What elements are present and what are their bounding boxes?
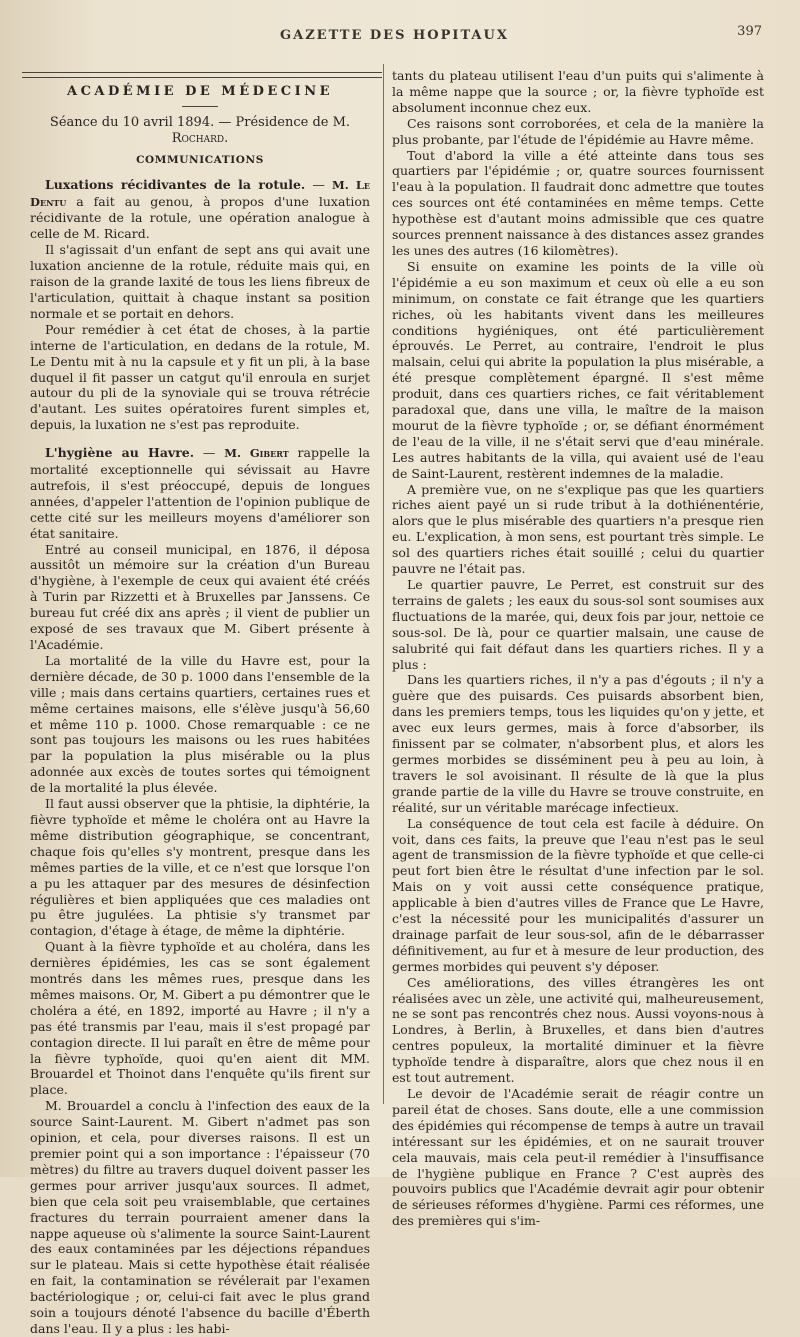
publication-title: GAZETTE DES HOPITAUX <box>280 28 509 43</box>
paragraph: Il faut aussi observer que la phtisie, la diphtérie, la fièvre typhoïde et même le choléra ont au Havre la même distribution géographique, se concentrant, chaque fois qu'elles s'y montrent, presque dans les mêmes parties de la ville, et ce n'est que lorsque l'on a pu les attaquer par des mesures de désinfection régulières et bien appliquées que ces maladies ont pu être jugulées. La phtisie s'y transmet par contagion, d'étage à étage, de même la diphtérie. <box>30 796 370 939</box>
session-president: Rochard <box>171 130 225 146</box>
dash: — <box>194 445 225 461</box>
session-date: Séance du 10 avril 1894. — Présidence de M. <box>49 114 351 130</box>
title-rule <box>182 106 218 107</box>
paragraph: Si ensuite on examine les points de la ville où l'épidémie a eu son maximum et ceux où elle a eu son minimum, on constate ce fait étrange que les quartiers riches, où les habitants vivent dans les meilleures conditions hygiéniques, ont été particulièrement éprouvés. Le Perret, au contraire, l'endroit le plus malsain, celui qui abrite la population la plus misérable, a été presque complètement épargné. Il s'est même produit, dans ces quartiers riches, ce fait véritablement paradoxal que, dans une villa, le maître de la maison mourut de la fièvre typhoïde ; or, se défiant énormément de l'eau de la ville, il ne s'était servi que d'eau minérale. Les autres habitants de la villa, qui avaient usé de l'eau de Saint-Laurent, restèrent indemnes de la maladie. <box>392 258 764 481</box>
paragraph: Pour remédier à cet état de choses, à la partie interne de l'articulation, en dedans de la rotule, M. Le Dentu mit à nu la capsule et y fit un pli, à la base duquel il fit passer un catgut qu'il enroula en surjet autour du pli de la synoviale qui se trouva rétrécie d'autant. Les suites opératoires furent simples et, depuis, la luxation ne s'est pas reproduite. <box>30 321 370 433</box>
paragraph: Tout d'abord la ville a été atteinte dans tous ses quartiers par l'épidémie ; or, quatre sources fournissent l'eau à la population. Il faudrait donc admettre que toutes ces sources ont été contaminées en même temps. Cette hypothèse est d'autant moins admissible que ces quatre sources prennent naissance à des distances assez grandes les unes des autres (16 kilomètres). <box>392 147 764 258</box>
header-rule <box>22 72 382 73</box>
dash: — <box>305 176 332 192</box>
paragraph: Le devoir de l'Académie serait de réagir contre un pareil état de choses. Sans doute, elle a une commission des épidémies qui récompense de temps à autre un travail intéressant sur les épidémies, et on ne saurait trouver cela mauvais, mais cela peut-il remédier à l'insuffisance de l'hygiène publique en France ? C'est auprès des pouvoirs publics que l'Académie devrait agir pour obtenir de sérieuses réformes d'hygiène. Parmi ces réformes, une des premières qui s'im- <box>392 1086 764 1229</box>
article-lead <box>30 177 370 243</box>
paragraph: Quant à la fièvre typhoïde et au choléra, dans les dernières épidémies, les cas se sont également montrés dans les mêmes rues, presque dans les mêmes maisons. Or, M. Gibert a pu démontrer que le choléra a été, en 1892, importé au Havre ; il n'y a pas été transmis par l'eau, mais il s'est propagé par contagion directe. Il lui paraît en être de même pour la fièvre typhoïde, quoi qu'en aient dit MM. Brouardel et Thoinot dans l'enquête qu'ils firent sur place. <box>30 939 370 1098</box>
paragraph: A première vue, on ne s'explique pas que les quartiers riches aient payé un si rude tribut à la dothiénentérie, alors que le plus misérable des quartiers n'a presque rien eu. L'explication, à mon sens, est pourtant très simple. Le sol des quartiers riches était souillé ; celui du quartier pauvre ne l'était pas. <box>392 481 764 577</box>
running-head <box>0 24 800 48</box>
session-line <box>30 115 370 147</box>
article-topic: Luxations récidivantes de la rotule. <box>45 176 306 192</box>
page-number: 397 <box>737 24 762 39</box>
session-suffix: . <box>224 130 229 146</box>
paragraph: tants du plateau utilisent l'eau d'un puits qui s'alimente à la même nappe que la source ; or, la fièvre typhoïde est absolument inconnue chez eux. <box>392 68 764 115</box>
spacer <box>30 433 370 445</box>
column-divider <box>383 64 384 1104</box>
subheading: COMMUNICATIONS <box>136 153 264 166</box>
paragraph: M. Brouardel a conclu à l'infection des eaux de la source Saint-Laurent. M. Gibert n'admet pas son opinion, et cela, pour diverses raisons. Il est un premier point qui a son importance : l'épaisseur (70 mètres) du filtre au travers duquel doivent passer les germes pour arriver jusqu'aux sources. Il admet, bien que cela soit peu vraisemblable, que certaines fractures du terrain pourraient amener dans la nappe aqueuse où s'alimente la source Saint-Laurent des eaux contaminées par les déjections répandues sur le plateau. Mais si cette hypothèse était réalisée en fait, la contamination se révélerait par l'examen bactériologique ; or, celui-ci fait avec le plus grand soin a toujours dénoté l'absence du bacille d'Éberth dans l'eau. Il y a plus : les habi- <box>30 1098 370 1336</box>
paragraph: Ces améliorations, des villes étrangères les ont réalisées avec un zèle, une activité qui, malheureusement, ne se sont pas rencontrés chez nous. Aussi voyons-nous à Londres, à Berlin, à Bruxelles, et dans bien d'autres centres populeux, la mortalité diminuer et la fièvre typhoïde tendre à disparaître, alors que chez nous il en est tout autrement. <box>392 974 764 1086</box>
speaker-name: M. Gibert <box>224 446 289 461</box>
paragraph: Entré au conseil municipal, en 1876, il déposa aussitôt un mémoire sur la création d'un Bureau d'hygiène, à l'exemple de ceux qui avaient été créés à Turin par Rizzetti et à Bruxelles par Janssens. Ce bureau fut créé dix ans après ; il vient de publier un exposé de ses travaux que M. Gibert présente à l'Académie. <box>30 541 370 652</box>
lead-text: rappelle la mortalité exceptionnelle qui sévissait au Havre autrefois, il s'est préoccupé, depuis de longues années, d'appeler l'attention de l'opinion publique de cette cité sur les meilleurs moyens d'améliorer son état sanitaire. <box>30 445 371 541</box>
paragraph: Il s'agissait d'un enfant de sept ans qui avait une luxation ancienne de la rotule, réduite mais qui, en raison de la grande laxité de tous les liens fibreux de l'articulation, quittait à chaque instant sa position normale et se portait en dehors. <box>30 242 370 321</box>
article-topic: L'hygiène au Havre. <box>45 445 195 461</box>
lead-text: a fait au genou, à propos d'une luxation récidivante de la rotule, une opération analogue à celle de M. Ricard. <box>30 193 370 242</box>
section-title: ACADÉMIE DE MÉDECINE <box>66 84 333 99</box>
right-column <box>392 68 764 1229</box>
paragraph: Ces raisons sont corroborées, et cela de la manière la plus probante, par l'étude de l'épidémie au Havre même. <box>392 115 764 147</box>
paragraph: La conséquence de tout cela est facile à déduire. On voit, dans ces faits, la preuve que l'eau n'est pas le seul agent de transmission de la fièvre typhoïde et que celle-ci peut fort bien être le résultat d'une infection par le sol. Mais on y voit aussi cette conséquence pratique, applicable à bien d'autres villes de France que Le Havre, c'est la nécessité pour les municipalités d'assurer un drainage parfait de leur sous-sol, afin de le débarrasser définitivement, au fur et à mesure de leur production, des germes morbides qui peuvent s'y déposer. <box>392 815 764 974</box>
article-lead <box>30 445 370 541</box>
header-rule-thin <box>22 77 382 78</box>
paragraph: Dans les quartiers riches, il n'y a pas d'égouts ; il n'y a guère que des puisards. Ces puisards absorbent bien, dans les premiers temps, tous les liquides qu'on y jette, et avec eux leurs germes, mais à force d'absorber, ils finissent par se colmater, n'absorbent plus, et alors les germes morbides se disséminent peu à peu au loin, à travers le sol avoisinant. Il résulte de là que la plus grande partie de la ville du Havre se trouve construite, en réalité, sur un véritable marécage infectieux. <box>392 672 764 815</box>
speaker-name: M. Le Dentu <box>30 177 371 209</box>
paragraph: La mortalité de la ville du Havre est, pour la dernière décade, de 30 p. 1000 dans l'ensemble de la ville ; mais dans certains quartiers, certaines rues et même certaines maisons, elle s'élève jusqu'à 56,60 et même 110 p. 1000. Chose remarquable : ce ne sont pas toujours les maisons ou les rues habitées par la population la plus misérable ou la plus adonnée aux excès de toutes sortes qui témoignent de la mortalité la plus élevée. <box>30 652 370 796</box>
paragraph: Le quartier pauvre, Le Perret, est construit sur des terrains de galets ; les eaux du sous-sol sont soumises aux fluctuations de la marée, qui, deux fois par jour, nettoie ce sous-sol. De là, pour ce quartier malsain, une cause de salubrité qui fait défaut dans les quartiers riches. Il y a plus : <box>392 577 764 672</box>
left-column <box>30 80 370 1337</box>
